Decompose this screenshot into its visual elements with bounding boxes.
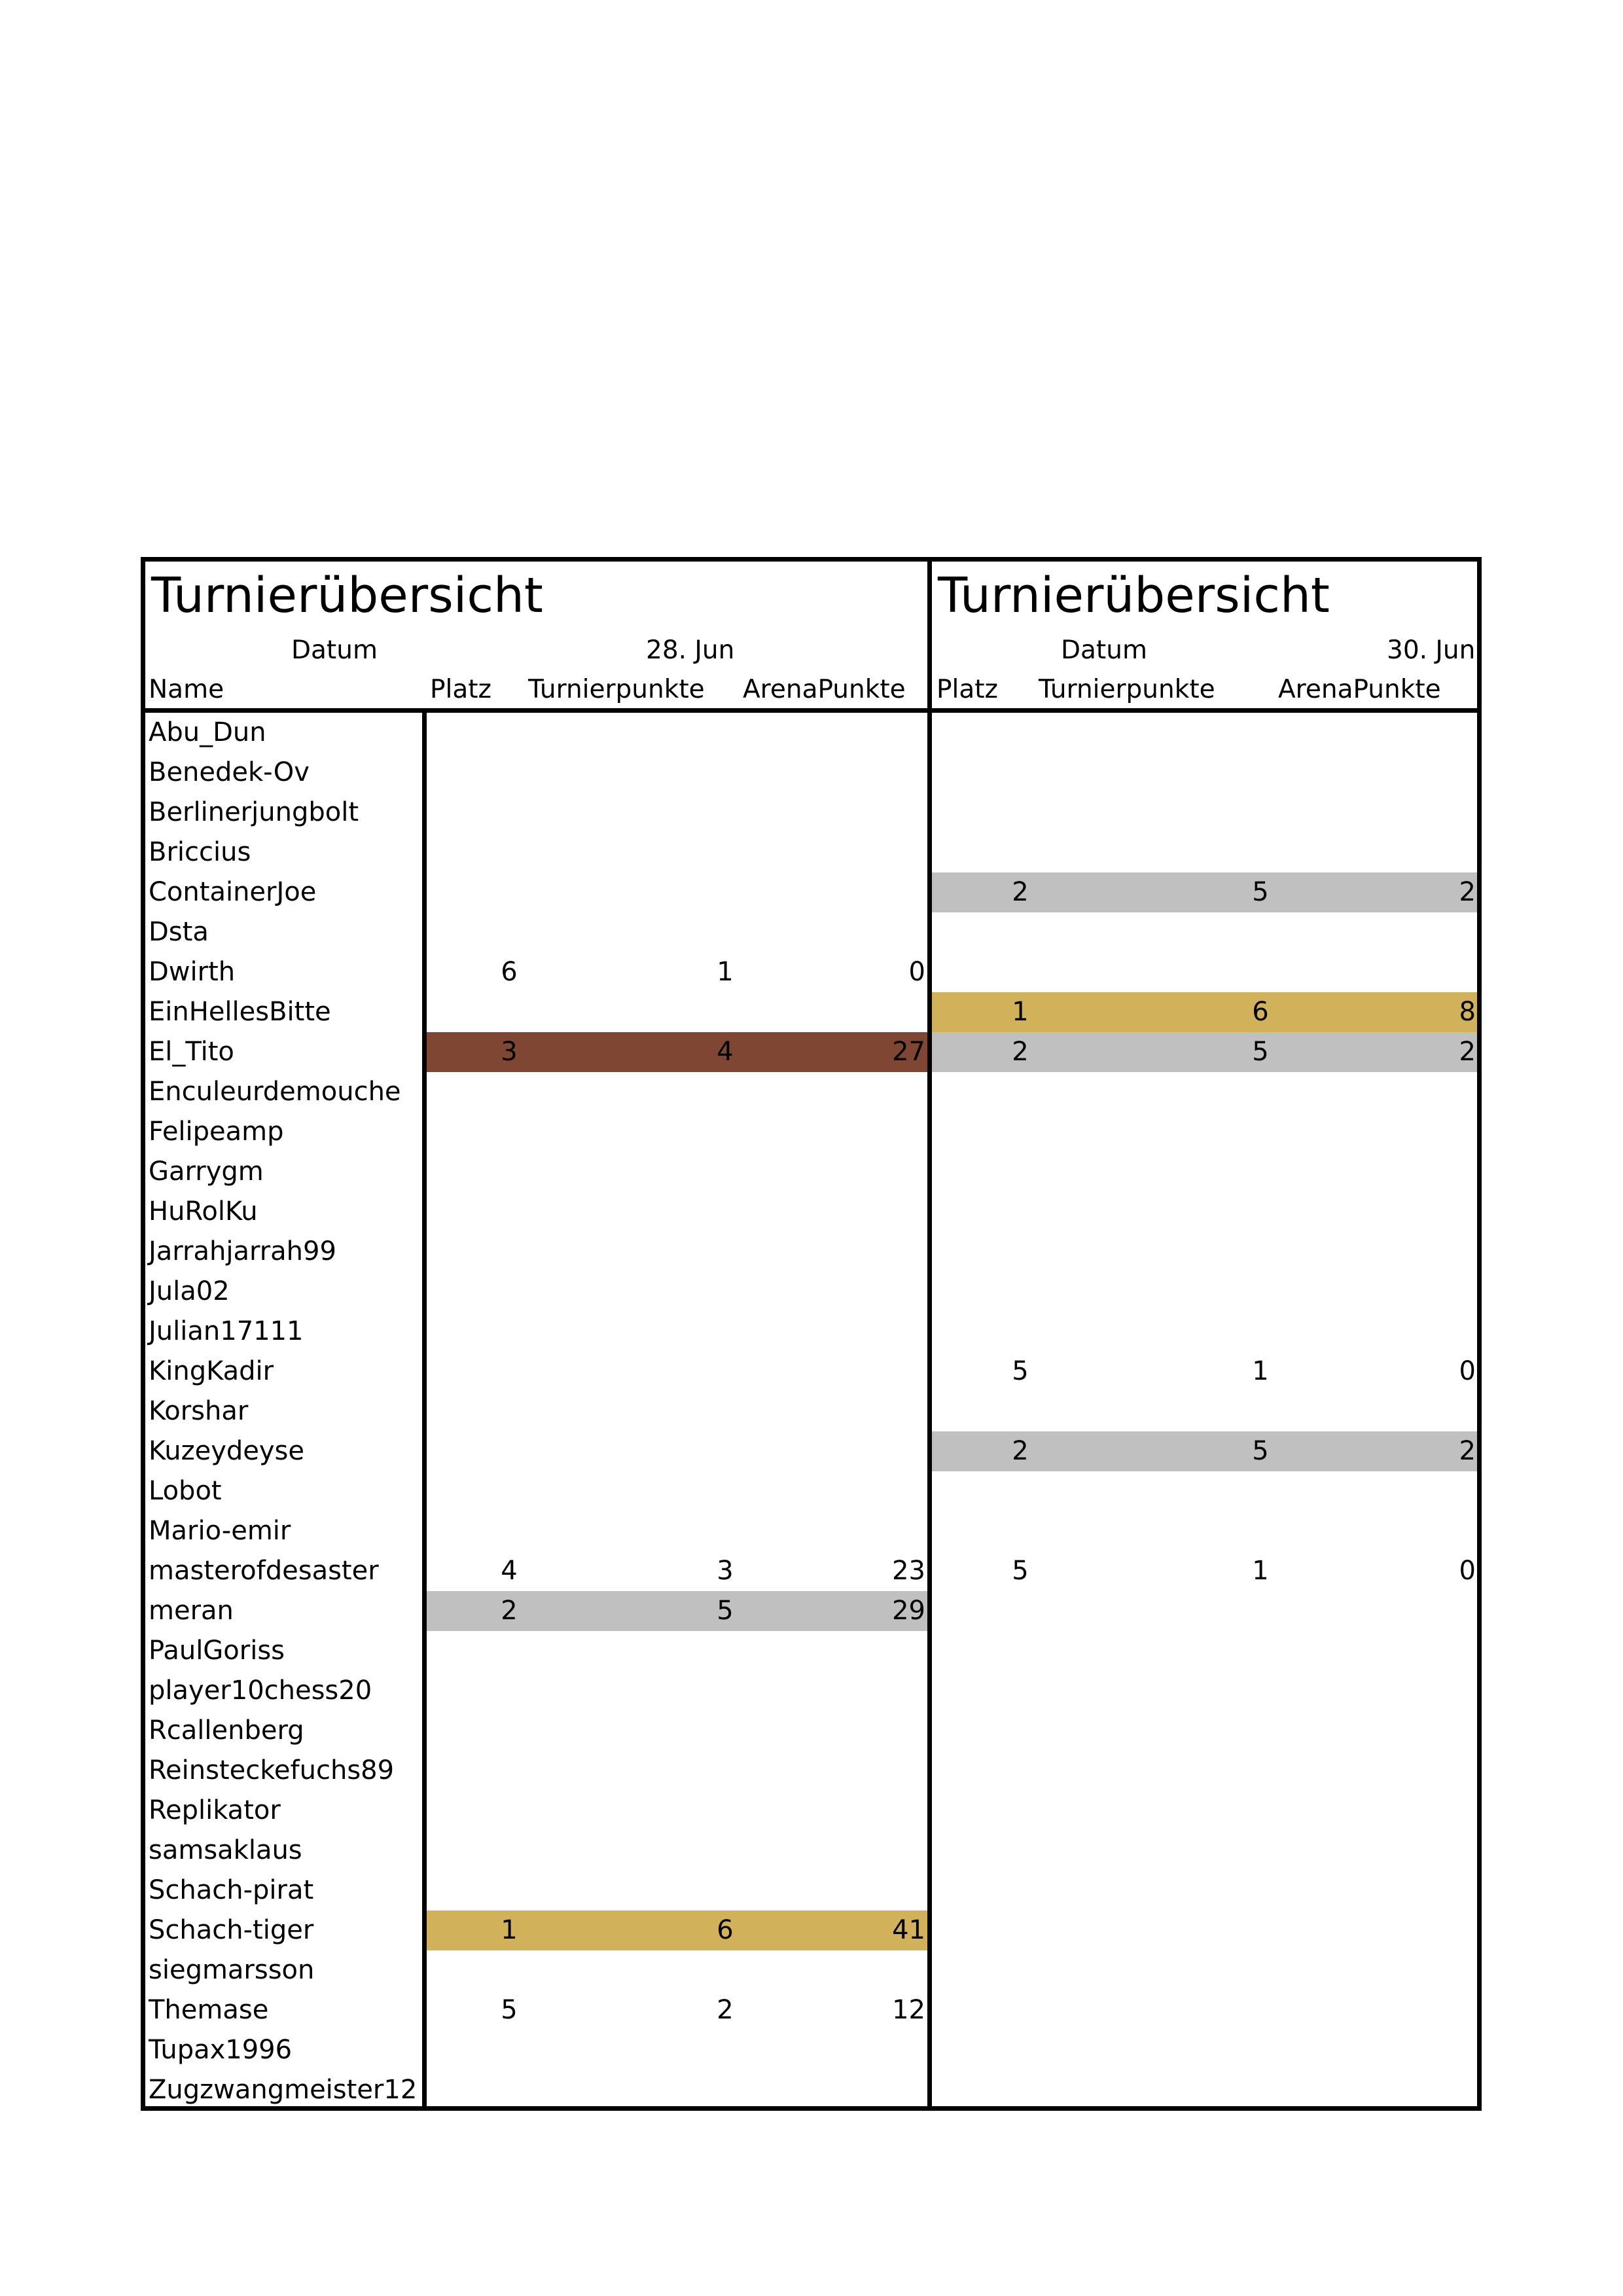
right-platz-header: Platz (936, 675, 999, 704)
table-row (141, 753, 1482, 793)
left-turnierpunkte-value: 3 (717, 1556, 734, 1586)
player-name: PaulGoriss (149, 1636, 285, 1666)
player-name: Korshar (149, 1396, 249, 1426)
table-row (141, 1152, 1482, 1192)
right-turnierpunkte-value: 1 (1252, 1356, 1269, 1386)
table-row (141, 1272, 1482, 1312)
table-row (141, 1352, 1482, 1391)
left-platz-value: 2 (501, 1596, 518, 1626)
right-turnierpunkte-value: 6 (1252, 997, 1269, 1027)
left-platz-value: 4 (501, 1556, 518, 1586)
player-name: Lobot (149, 1476, 222, 1506)
right-turnierpunkte-value: 5 (1252, 877, 1269, 907)
player-name: Enculeurdemouche (149, 1077, 401, 1107)
table-row (141, 1751, 1482, 1791)
left-turnierpunkte-value: 5 (717, 1596, 734, 1626)
table-row (141, 1112, 1482, 1152)
left-turnierpunkte-value: 4 (717, 1037, 734, 1067)
left-arenapunkte-value: 29 (892, 1596, 925, 1626)
player-name: Dwirth (149, 957, 236, 987)
player-name: Kuzeydeyse (149, 1436, 304, 1466)
player-name: Julian17111 (149, 1316, 304, 1346)
player-rows (141, 713, 1482, 2106)
table-row (141, 1910, 1482, 1950)
left-datum-label: Datum (291, 636, 378, 665)
left-turnierpunkte-value: 2 (717, 1995, 734, 2025)
right-turnierpunkte-value: 5 (1252, 1037, 1269, 1067)
player-name: Reinsteckefuchs89 (149, 1755, 395, 1785)
player-name: Benedek-Ov (149, 757, 310, 787)
right-turnierpunkte-value: 1 (1252, 1556, 1269, 1586)
right-arenapunkte-header: ArenaPunkte (1278, 675, 1441, 704)
name-header: Name (149, 675, 224, 704)
left-title: Turnierübersicht (151, 567, 543, 624)
player-name: Dsta (149, 917, 209, 947)
player-name: Briccius (149, 837, 251, 867)
left-date: 28. Jun (646, 636, 735, 665)
player-name: Replikator (149, 1795, 281, 1825)
player-name: Mario-emir (149, 1516, 291, 1546)
left-platz-header: Platz (430, 675, 492, 704)
table-row (141, 1312, 1482, 1352)
player-name: Felipeamp (149, 1117, 284, 1147)
player-name: Tupax1996 (149, 2035, 293, 2065)
table-row (141, 2070, 1482, 2110)
player-name: HuRolKu (149, 1196, 258, 1227)
table-row (141, 1631, 1482, 1671)
table-row (141, 1990, 1482, 2030)
left-arenapunkte-value: 0 (908, 957, 925, 987)
table-row (141, 1831, 1482, 1871)
table-row (141, 1431, 1482, 1471)
tournament-sheet (141, 557, 1482, 2111)
right-platz-value: 2 (1012, 877, 1029, 907)
table-row (141, 833, 1482, 872)
player-name: player10chess20 (149, 1676, 372, 1706)
right-date: 30. Jun (1387, 636, 1476, 665)
table-row (141, 1471, 1482, 1511)
header-divider (141, 708, 1482, 713)
table-row (141, 872, 1482, 912)
table-row (141, 1232, 1482, 1272)
table-row (141, 1871, 1482, 1910)
right-turnierpunkte-value: 5 (1252, 1436, 1269, 1466)
player-name: Jula02 (149, 1276, 230, 1306)
table-row (141, 992, 1482, 1032)
right-platz-value: 2 (1012, 1436, 1029, 1466)
table-row (141, 713, 1482, 753)
right-title: Turnierübersicht (938, 567, 1330, 624)
right-platz-value: 2 (1012, 1037, 1029, 1067)
player-name: meran (149, 1596, 234, 1626)
left-arenapunkte-value: 41 (892, 1915, 925, 1945)
player-name: Rcallenberg (149, 1715, 304, 1746)
table-row (141, 1192, 1482, 1232)
left-platz-value: 3 (501, 1037, 518, 1067)
table-row (141, 1791, 1482, 1831)
player-name: El_Tito (149, 1037, 234, 1067)
table-row (141, 1551, 1482, 1591)
right-arenapunkte-value: 2 (1459, 877, 1476, 907)
player-name: Zugzwangmeister12 (149, 2075, 418, 2105)
table-row (141, 1391, 1482, 1431)
left-platz-value: 6 (501, 957, 518, 987)
right-datum-label: Datum (1061, 636, 1147, 665)
left-arenapunkte-value: 23 (892, 1556, 925, 1586)
player-name: Schach-pirat (149, 1875, 314, 1905)
left-turnierpunkte-value: 1 (717, 957, 734, 987)
player-name: KingKadir (149, 1356, 274, 1386)
right-platz-value: 1 (1012, 997, 1029, 1027)
left-turnierpunkte-value: 6 (717, 1915, 734, 1945)
table-row (141, 2030, 1482, 2070)
player-name: Jarrahjarrah99 (149, 1236, 336, 1266)
table-row (141, 1591, 1482, 1631)
right-platz-value: 5 (1012, 1356, 1029, 1386)
right-platz-value: 5 (1012, 1556, 1029, 1586)
player-name: Abu_Dun (149, 717, 266, 747)
table-row (141, 1711, 1482, 1751)
table-row (141, 1072, 1482, 1112)
right-arenapunkte-value: 0 (1459, 1356, 1476, 1386)
right-arenapunkte-value: 8 (1459, 997, 1476, 1027)
right-arenapunkte-value: 2 (1459, 1037, 1476, 1067)
left-turnierpunkte-header: Turnierpunkte (528, 675, 705, 704)
table-row (141, 1671, 1482, 1711)
player-name: samsaklaus (149, 1835, 302, 1865)
player-name: Schach-tiger (149, 1915, 314, 1945)
player-name: ContainerJoe (149, 877, 317, 907)
table-row (141, 1032, 1482, 1072)
right-arenapunkte-value: 2 (1459, 1436, 1476, 1466)
player-name: masterofdesaster (149, 1556, 379, 1586)
player-name: Themase (149, 1995, 269, 2025)
table-row (141, 1950, 1482, 1990)
player-name: Berlinerjungbolt (149, 797, 359, 827)
left-platz-value: 5 (501, 1995, 518, 2025)
player-name: EinHellesBitte (149, 997, 331, 1027)
table-row (141, 1511, 1482, 1551)
table-row (141, 952, 1482, 992)
player-name: siegmarsson (149, 1955, 315, 1985)
border-top (141, 557, 1482, 562)
right-turnierpunkte-header: Turnierpunkte (1039, 675, 1215, 704)
left-platz-value: 1 (501, 1915, 518, 1945)
table-row (141, 912, 1482, 952)
left-arenapunkte-value: 12 (892, 1995, 925, 2025)
player-name: Garrygm (149, 1157, 264, 1187)
left-arenapunkte-header: ArenaPunkte (743, 675, 906, 704)
table-row (141, 793, 1482, 833)
left-arenapunkte-value: 27 (892, 1037, 925, 1067)
right-arenapunkte-value: 0 (1459, 1556, 1476, 1586)
